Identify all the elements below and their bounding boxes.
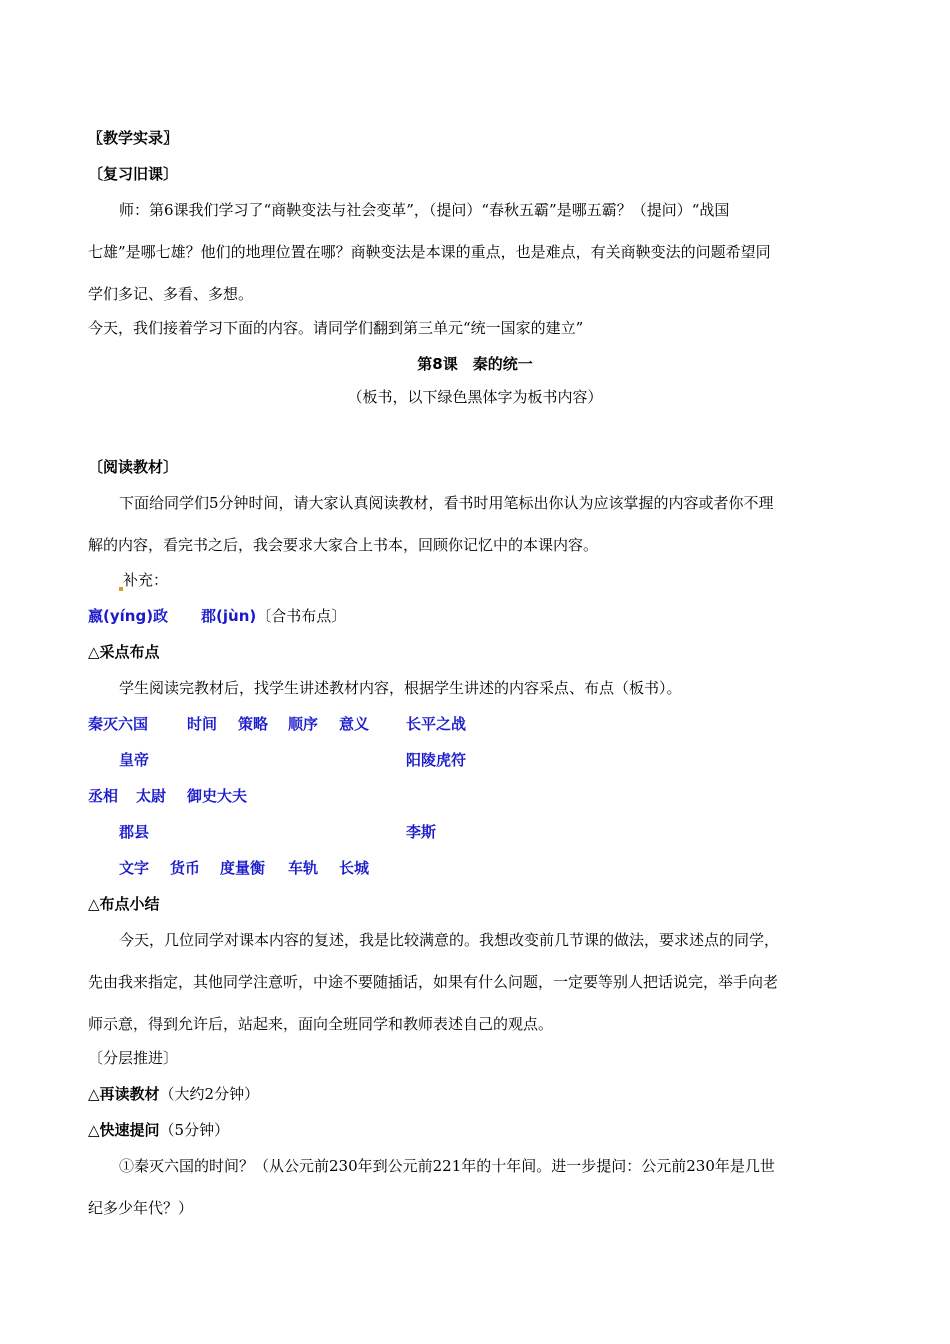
board-item: 太尉 <box>136 787 167 805</box>
reread-line <box>88 1083 259 1105</box>
summary-para-line-3: 师示意，得到允许后，站起来，面向全班同学和教师表述自己的观点。 <box>88 1015 554 1033</box>
board-item: 文字 <box>119 859 150 877</box>
pinyin-term-yingzheng: 嬴(yíng)政 <box>88 607 169 625</box>
board-item: 阳陵虎符 <box>406 751 467 769</box>
record-heading: 〖教学实录〗 <box>88 129 179 147</box>
reading-para-line-1: 下面给同学们5分钟时间，请大家认真阅读教材，看书时用笔标出你认为应该掌握的内容或者你不理 <box>119 494 774 512</box>
reread-label: △再读教材 <box>88 1085 160 1103</box>
summary-para-line-1: 今天，几位同学对课本内容的复述，我是比较满意的。我想改变前几节课的做法，要求述点的同学， <box>119 931 780 949</box>
review-heading: 〔复习旧课〕 <box>88 165 179 183</box>
reading-heading: 〔阅读教材〕 <box>88 458 179 476</box>
next-content-line: 今天，我们接着学习下面的内容。请同学们翻到第三单元“统一国家的建立” <box>88 319 584 337</box>
pinyin-line <box>88 605 346 627</box>
question-1-line-2: 纪多少年代？） <box>88 1199 194 1217</box>
points-para: 学生阅读完教材后，找学生讲述教材内容，根据学生讲述的内容采点、布点（板书）。 <box>119 679 682 697</box>
board-item: 秦灭六国 <box>88 715 149 733</box>
supplement-line <box>119 569 168 591</box>
reread-note: （大约2分钟） <box>159 1085 260 1103</box>
points-heading: △采点布点 <box>88 643 160 661</box>
review-para-line-1: 师：第6课我们学习了“商鞅变法与社会变革”，（提问）“春秋五霸”是哪五霸？（提问）“战国 <box>119 201 730 219</box>
quick-question-line <box>88 1119 229 1141</box>
layered-heading: 〔分层推进〕 <box>88 1049 179 1067</box>
supplement-label: 补充： <box>123 571 169 589</box>
review-para-line-2: 七雄”是哪七雄？他们的地理位置在哪？商鞅变法是本课的重点，也是难点，有关商鞅变法的问题希望同 <box>88 243 771 261</box>
pinyin-term-jun: 郡(jùn) <box>201 607 257 625</box>
question-1-line-1: ①秦灭六国的时间？（从公元前230年到公元前221年的十年间。进一步提问：公元前230年是几世 <box>119 1157 775 1175</box>
board-item: 车轨 <box>288 859 319 877</box>
review-para-line-3: 学们多记、多看、多想。 <box>88 285 254 303</box>
board-item: 皇帝 <box>119 751 150 769</box>
board-item: 策略 <box>238 715 269 733</box>
lesson-note: （板书，以下绿色黑体字为板书内容） <box>347 388 603 406</box>
board-item: 李斯 <box>406 823 437 841</box>
board-item: 度量衡 <box>220 859 266 877</box>
quick-question-label: △快速提问 <box>88 1121 160 1139</box>
board-item: 郡县 <box>119 823 150 841</box>
board-item: 货币 <box>170 859 201 877</box>
board-item: 顺序 <box>288 715 319 733</box>
quick-question-note: （5分钟） <box>159 1121 230 1139</box>
board-item: 御史大夫 <box>187 787 248 805</box>
summary-para-line-2: 先由我来指定，其他同学注意听，中途不要随插话，如果有什么问题，一定要等别人把话说完，举手向老 <box>88 973 779 991</box>
board-item: 长城 <box>339 859 370 877</box>
lesson-title: 第8课 秦的统一 <box>417 355 533 373</box>
board-item: 意义 <box>339 715 370 733</box>
pinyin-note: 〔合书布点〕 <box>256 607 347 625</box>
board-item: 丞相 <box>88 787 119 805</box>
reading-para-line-2: 解的内容，看完书之后，我会要求大家合上书本，回顾你记忆中的本课内容。 <box>88 536 599 554</box>
board-item: 长平之战 <box>406 715 467 733</box>
summary-heading: △布点小结 <box>88 895 160 913</box>
board-item: 时间 <box>187 715 218 733</box>
